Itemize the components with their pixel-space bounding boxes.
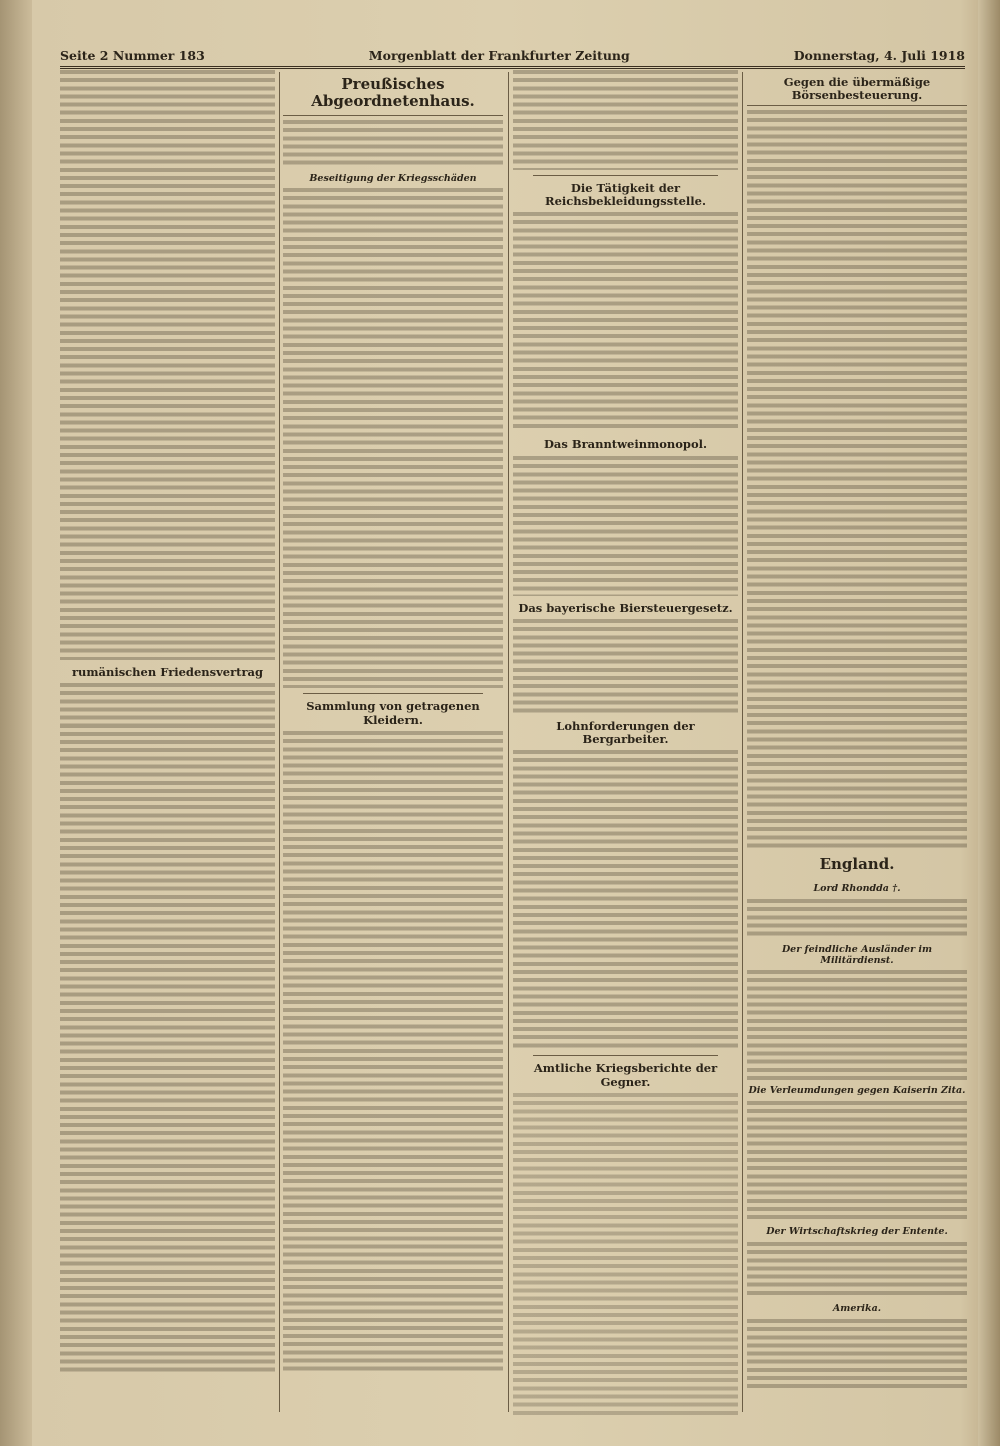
subheading: Die Verleumdungen gegen Kaiserin Zita.	[748, 1085, 966, 1097]
body-text-block	[283, 731, 503, 1371]
body-text-block	[513, 750, 738, 1050]
body-text-block	[747, 1101, 967, 1221]
divider	[303, 693, 483, 694]
column-rule	[508, 72, 509, 1412]
column-rule	[279, 72, 280, 1412]
section-heading: Amtliche Kriegsberichte der Gegner.	[533, 1061, 718, 1089]
section-heading: Sammlung von getragenen Kleidern.	[306, 699, 480, 727]
body-text-block	[513, 70, 738, 170]
section-heading: Gegen die übermäßige Börsenbesteuerung.	[747, 76, 967, 106]
body-text-block	[513, 1093, 738, 1416]
section-heading: Das bayerische Biersteuergesetz.	[518, 600, 733, 615]
subheading: Lord Rhondda †.	[813, 882, 901, 894]
body-text-block	[60, 683, 275, 1373]
body-text-block	[747, 110, 967, 850]
column-1	[60, 70, 275, 1416]
subheading: Amerika.	[832, 1303, 882, 1315]
section-heading: rumänischen Friedensvertrag	[71, 665, 264, 679]
section-heading: England.	[819, 855, 895, 874]
page-edge	[978, 0, 1000, 1446]
section-heading: Das Branntweinmonopol.	[543, 437, 708, 452]
newspaper-title: Morgenblatt der Frankfurter Zeitung	[368, 47, 630, 63]
page-number: Seite 2 Nummer 183	[60, 47, 205, 63]
body-text-block	[60, 70, 275, 660]
body-text-block	[513, 456, 738, 596]
subheading: Beseitigung der Kriegsschäden	[309, 172, 477, 184]
column-4	[747, 70, 967, 1416]
subheading: Der Wirtschaftskrieg der Entente.	[766, 1226, 948, 1238]
section-heading: Die Tätigkeit der Reichsbekleidungsstelle.	[545, 181, 706, 209]
body-text-block	[283, 188, 503, 688]
body-text-block	[283, 120, 503, 168]
masthead	[60, 44, 965, 69]
divider	[533, 1055, 718, 1056]
column-rule	[742, 72, 743, 1412]
body-text-block	[747, 970, 967, 1080]
section-heading: Preußisches Abgeordnetenhaus.	[283, 76, 503, 116]
divider	[533, 175, 718, 176]
issue-date: Donnerstag, 4. Juli 1918	[793, 47, 965, 63]
body-text-block	[513, 212, 738, 432]
binding-spine	[0, 0, 32, 1446]
body-text-block	[747, 1319, 967, 1389]
subheading: Der feindliche Ausländer im Militärdienst.	[781, 943, 933, 966]
column-3	[513, 70, 738, 1416]
body-text-block	[747, 1242, 967, 1298]
section-heading: Lohnforderungen der Bergarbeiter.	[556, 718, 695, 747]
column-2	[283, 70, 503, 1416]
body-text-block	[513, 619, 738, 714]
body-text-block	[747, 899, 967, 939]
